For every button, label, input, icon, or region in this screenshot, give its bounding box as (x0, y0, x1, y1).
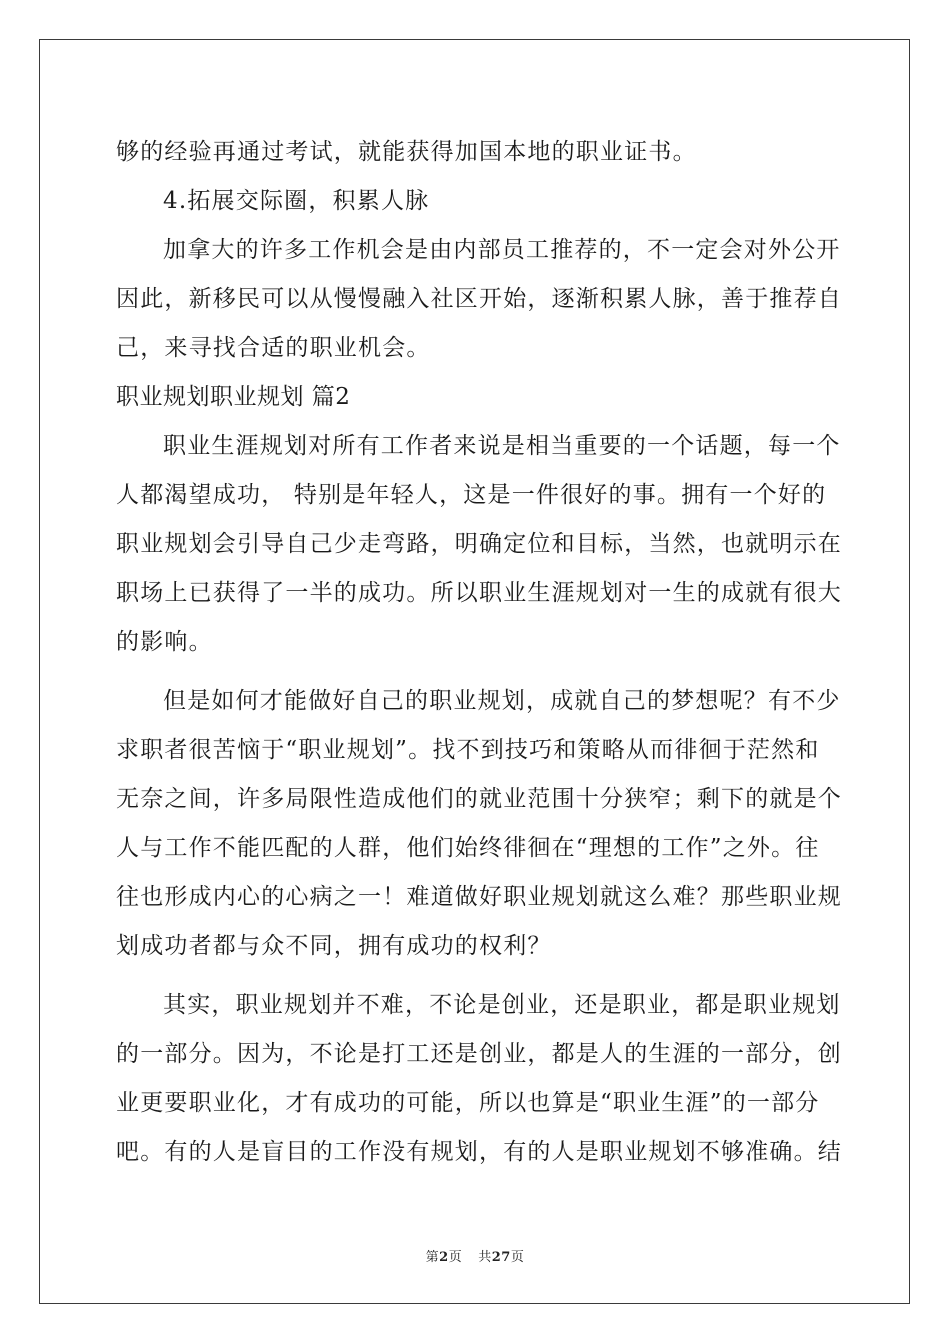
page-total: 27 (491, 1250, 511, 1265)
text-line: 职业规划会引导自己少走弯路，明确定位和目标，当然，也就明示在 (116, 531, 842, 557)
total-unit: 页 (510, 1250, 525, 1265)
page-footer (0, 1246, 950, 1265)
text-line: 求职者很苦恼于“职业规划”。找不到技巧和策略从而徘徊于茫然和 (116, 737, 820, 763)
text-line: 够的经验再通过考试，就能获得加国本地的职业证书。 (116, 139, 697, 165)
text-line: 划成功者都与众不同，拥有成功的权利？ (116, 933, 552, 959)
text-line: 吧。有的人是盲目的工作没有规划，有的人是职业规划不够准确。结 (116, 1139, 842, 1165)
text-line: 职业生涯规划对所有工作者来说是相当重要的一个话题，每一个 (163, 433, 841, 459)
text-line: 己，来寻找合适的职业机会。 (116, 335, 431, 361)
document-body (116, 128, 842, 1177)
page-unit: 页 (448, 1250, 463, 1265)
total-prefix: 共 (478, 1250, 492, 1265)
text-line: 业更要职业化，才有成功的可能，所以也算是“职业生涯”的一部分 (116, 1090, 820, 1116)
text-line: 人与工作不能匹配的人群，他们始终徘徊在“理想的工作”之外。往 (116, 835, 820, 861)
text-line: 加拿大的许多工作机会是由内部员工推荐的，不一定会对外公开 (163, 237, 841, 263)
page-number: 2 (439, 1250, 449, 1265)
text-line: 往也形成内心的心病之一！难道做好职业规划就这么难？那些职业规 (116, 884, 842, 910)
text-line: 因此，新移民可以从慢慢融入社区开始，逐渐积累人脉，善于推荐自 (116, 286, 842, 312)
text-line: 无奈之间，许多局限性造成他们的就业范围十分狭窄；剩下的就是个 (116, 786, 842, 812)
page-prefix: 第 (425, 1250, 440, 1265)
article-title: 职业规划职业规划 篇2 (116, 384, 351, 410)
text-line: 但是如何才能做好自己的职业规划，成就自己的梦想呢？有不少 (163, 688, 841, 714)
text-line: 的影响。 (116, 629, 213, 655)
text-line: 人都渴望成功， 特别是年轻人，这是一件很好的事。拥有一个好的 (116, 482, 827, 508)
text-line: 职场上已获得了一半的成功。所以职业生涯规划对一生的成就有很大 (116, 580, 842, 606)
text-line: 的一部分。因为，不论是打工还是创业，都是人的生涯的一部分，创 (116, 1041, 842, 1067)
section-heading: 4.拓展交际圈，积累人脉 (163, 188, 430, 214)
text-line: 其实，职业规划并不难，不论是创业，还是职业，都是职业规划 (163, 992, 841, 1018)
